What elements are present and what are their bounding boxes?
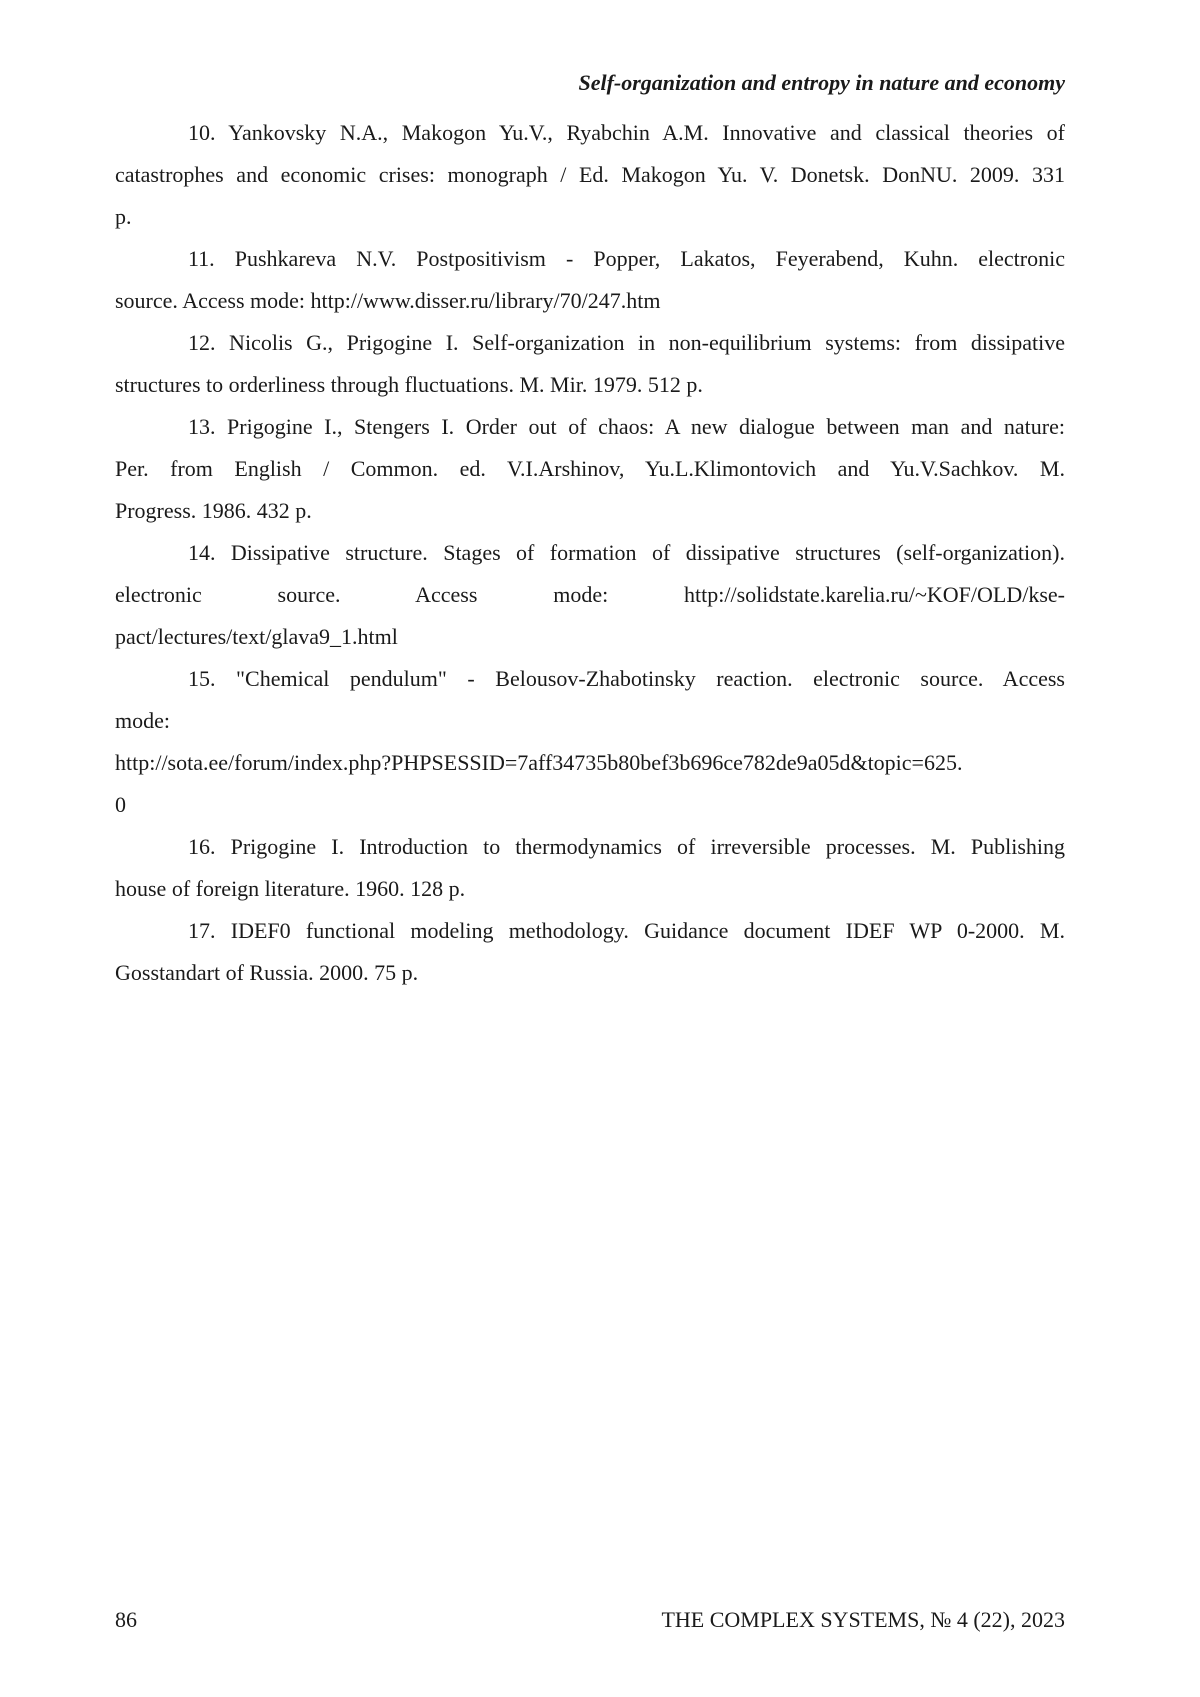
- reference-line: pact/lectures/text/glava9_1.html: [115, 624, 398, 649]
- reference-item: [115, 910, 1065, 994]
- reference-line: Gosstandart of Russia. 2000. 75 p.: [115, 960, 419, 985]
- reference-item: [115, 238, 1065, 322]
- reference-line: http://sota.ee/forum/index.php?PHPSESSID=7aff34735b80bef3b696ce782de9a05d&topic=625.: [115, 750, 963, 775]
- reference-line: electronic source. Access mode: http://solidstate.karelia.ru/~KOF/OLD/kse-: [115, 582, 1065, 607]
- reference-line: 15. "Chemical pendulum" - Belousov-Zhabotinsky reaction. electronic source. Access: [188, 666, 1065, 691]
- reference-item: [115, 406, 1065, 532]
- reference-line: 16. Prigogine I. Introduction to thermodynamics of irreversible processes. M. Publishing: [188, 834, 1065, 859]
- reference-line: Per. from English / Common. ed. V.I.Arshinov, Yu.L.Klimontovich and Yu.V.Sachkov. M.: [115, 456, 1065, 481]
- reference-line: p.: [115, 204, 132, 229]
- reference-line: 0: [115, 792, 126, 817]
- reference-item: [115, 322, 1065, 406]
- running-title: Self-organization and entropy in nature and economy: [578, 70, 1065, 95]
- reference-line: source. Access mode: http://www.disser.ru/library/70/247.htm: [115, 288, 661, 313]
- reference-line: 17. IDEF0 functional modeling methodology. Guidance document IDEF WP 0-2000. M.: [188, 918, 1065, 943]
- reference-line: catastrophes and economic crises: monograph / Ed. Makogon Yu. V. Donetsk. DonNU. 2009. 331: [115, 162, 1065, 187]
- journal-info: THE COMPLEX SYSTEMS, № 4 (22), 2023: [661, 1607, 1065, 1632]
- reference-line: house of foreign literature. 1960. 128 p.: [115, 876, 466, 901]
- reference-item: [115, 112, 1065, 238]
- reference-line: 12. Nicolis G., Prigogine I. Self-organization in non-equilibrium systems: from dissipative: [188, 330, 1065, 355]
- reference-line: 14. Dissipative structure. Stages of formation of dissipative structures (self-organization).: [188, 540, 1065, 565]
- reference-line: 10. Yankovsky N.A., Makogon Yu.V., Ryabchin A.M. Innovative and classical theories of: [188, 120, 1065, 145]
- reference-line: structures to orderliness through fluctuations. M. Mir. 1979. 512 p.: [115, 372, 703, 397]
- page-footer: [115, 1607, 1065, 1633]
- reference-line: 11. Pushkareva N.V. Postpositivism - Popper, Lakatos, Feyerabend, Kuhn. electronic: [188, 246, 1065, 271]
- reference-item: [115, 826, 1065, 910]
- reference-line: Progress. 1986. 432 p.: [115, 498, 312, 523]
- reference-item: [115, 532, 1065, 658]
- reference-line: 13. Prigogine I., Stengers I. Order out of chaos: A new dialogue between man and nature:: [188, 414, 1065, 439]
- reference-item: [115, 658, 1065, 826]
- reference-line: mode:: [115, 708, 170, 733]
- page-number: 86: [115, 1607, 137, 1632]
- reference-list: [115, 112, 1065, 994]
